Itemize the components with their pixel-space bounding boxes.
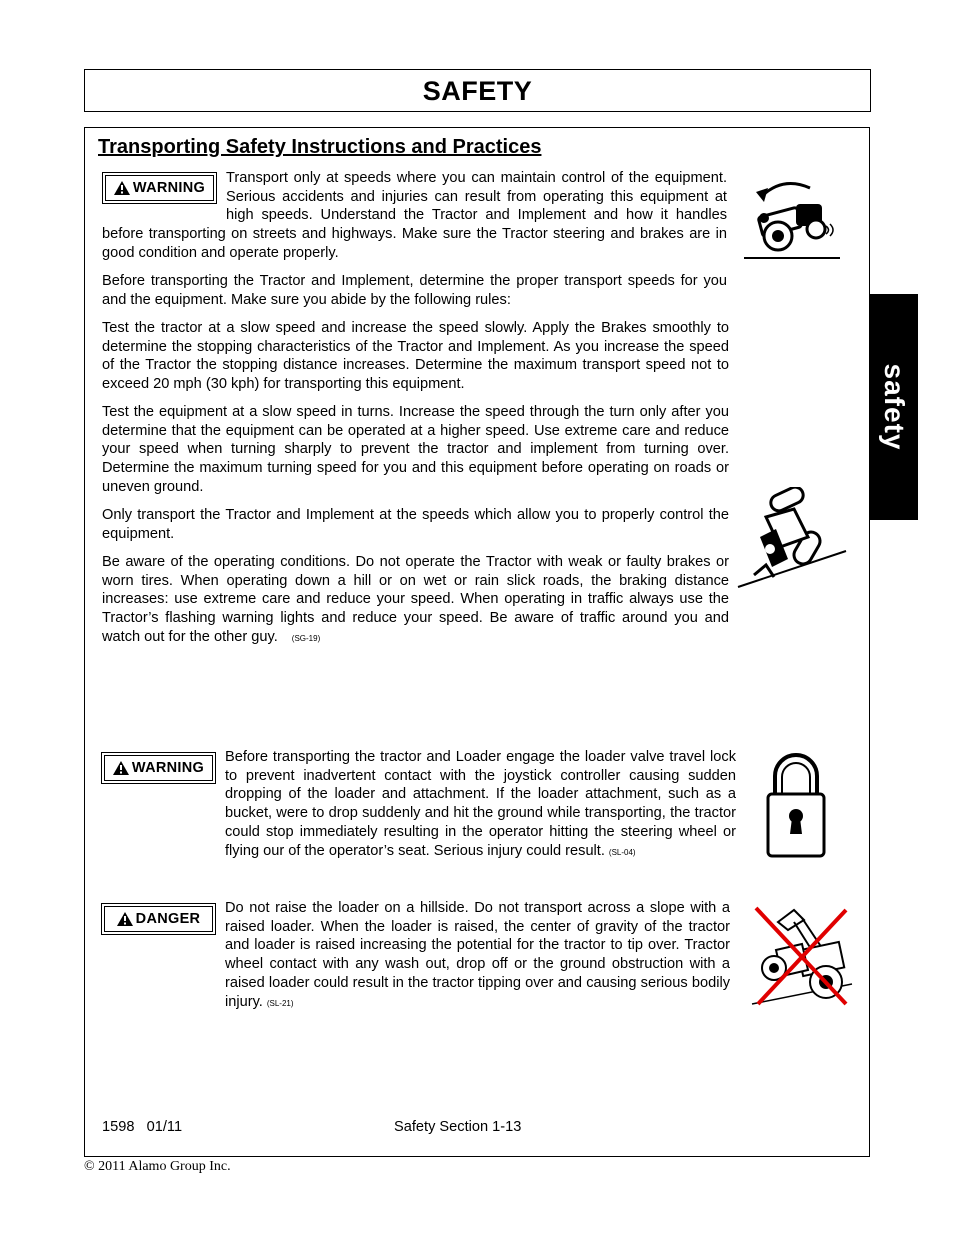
paragraph-test-turns: Test the equipment at a slow speed in turns. Increase the speed through the turn only after you determine that the equipment can be operated at a higher speed. Use extreme care and reduce your speed when turning sharply to prevent the tractor and implement from turning over. Determine the maximum turning speed for you and this equipment before operating on roads or uneven ground. [102, 404, 729, 495]
paragraph-loader-hillside: Do not raise the loader on a hillside. Do not transport across a slope with a raised loader. When the loader is raised, the center of gravity of the tractor and loader is raised increasing the potential for the tractor to tip over. Tractor wheel contact with any wash out, drop off or the ground obstruction with a raised loader could result in the tractor tipping over and causing serious bodily injury. (SL-21) [225, 900, 730, 1010]
copyright-notice: © 2011 Alamo Group Inc. [84, 1159, 231, 1174]
reference-code: (SL-21) [266, 998, 294, 1008]
tractor-turning-illustration [738, 174, 843, 264]
page-header [84, 69, 871, 112]
page-number-label: Safety Section 1-13 [394, 1119, 522, 1135]
danger-sign [101, 903, 216, 935]
paragraph-transport-rules: Before transporting the Tractor and Implement, determine the proper transport speeds for you and the equipment. Make sure you abide by the following rules: [102, 273, 727, 308]
paragraph-test-speed: Test the tractor at a slow speed and increase the speed slowly. Apply the Brakes smoothly to determine the stopping characteristics of the Tractor and Implement. As you increase the speed of the Tractor the stopping distance increases. Determine the maximum transport speed not to exceed 20 mph (30 kph) for transporting this equipment. [102, 320, 729, 393]
warning-sign-2 [101, 752, 216, 784]
warning-sign-label: WARNING [131, 760, 205, 776]
warning-triangle-icon [113, 761, 129, 775]
warning-sign-label: WARNING [132, 180, 206, 196]
reference-code: (SG-19) [291, 633, 321, 643]
paragraph-loader-travel-lock: Before transporting the tractor and Loader engage the loader valve travel lock to prevent inadvertent contact with the joystick controller causing sudden dropping of the loader and attachment. If the loader attachment, such as a bucket, were to drop suddenly and hit the ground while transporting, the tractor could stop immediately resulting in the operator hitting the steering wheel or flying our of the operator’s seat. Serious injury could result. (SL-04) [225, 749, 736, 859]
warning-triangle-icon [117, 912, 133, 926]
section-heading: Transporting Safety Instructions and Practices [98, 136, 542, 158]
section-side-tab [869, 294, 918, 520]
paragraph-control-speed: Only transport the Tractor and Implement at the speeds which allow you to properly control the equipment. [102, 507, 729, 542]
reference-code: (SL-04) [608, 847, 636, 857]
prohibited-raised-loader-illustration [748, 900, 853, 1010]
padlock-icon [765, 750, 827, 860]
paragraph-transport-speed: Transport only at speeds where you can maintain control of the equipment. Serious accidents and injuries can result from operating this equipment at high speeds. Understand the Tractor and Implement and how it handles before transporting on streets and highways. Make sure the Tractor steering and brakes are in good condition and operate properly. [102, 170, 727, 261]
paragraph-operating-conditions: Be aware of the operating conditions. Do not operate the Tractor with weak or faulty brakes or worn tires. When operating down a hill or on wet or rain slick roads, the braking distance increases: use extreme care and reduce your speed. When operating in traffic always use the Tractor’s flashing warning lights and reduce your speed. Be aware of traffic around you and watch out for the other guy. (SG-19) [102, 554, 729, 645]
danger-sign-label: DANGER [135, 911, 201, 927]
document-number: 1598 01/11 [102, 1119, 183, 1135]
tractor-rollover-illustration [736, 487, 848, 591]
side-tab-label: safety [878, 363, 910, 451]
page-title: SAFETY [422, 76, 533, 106]
